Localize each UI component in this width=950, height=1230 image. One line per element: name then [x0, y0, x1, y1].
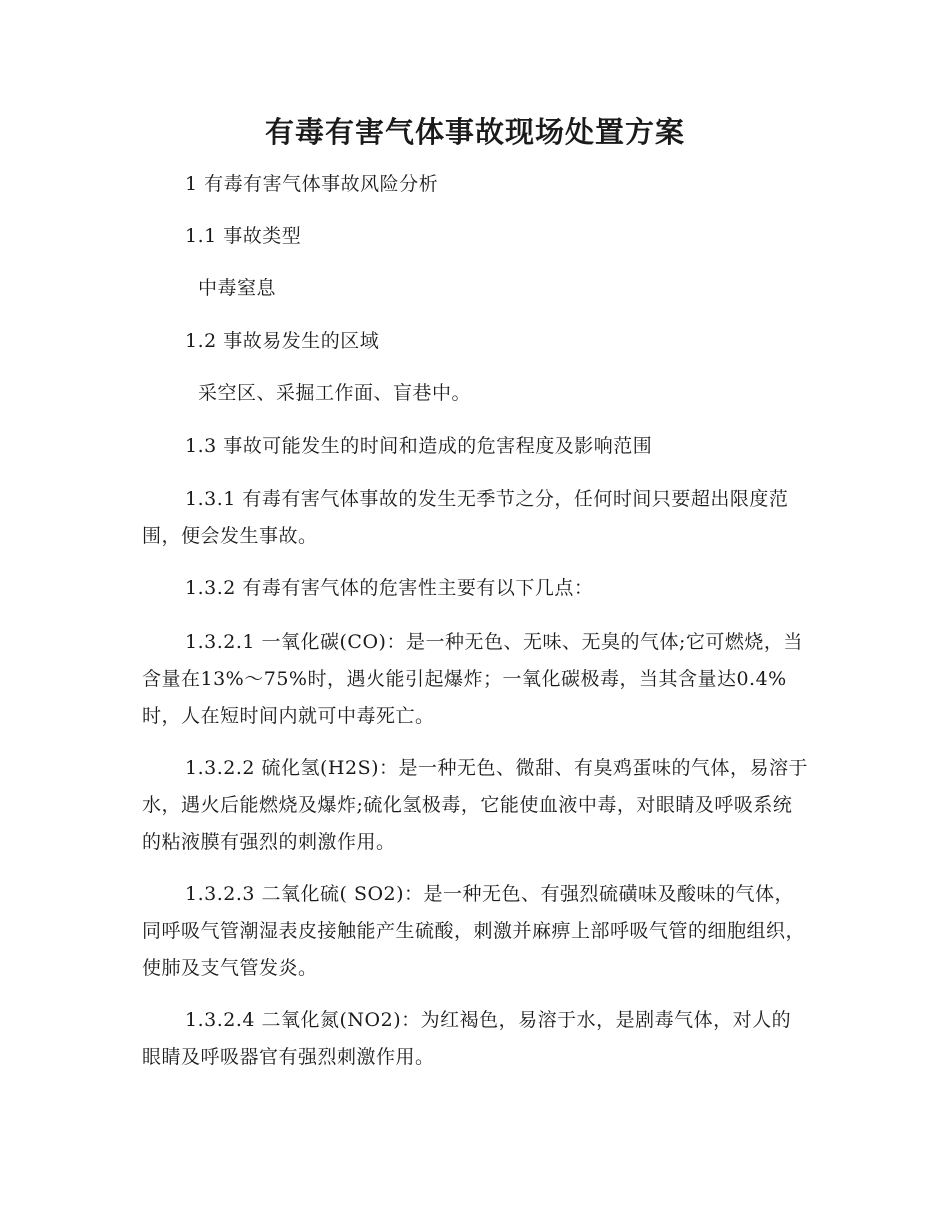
- section-heading-1-1: 1.1 事故类型: [185, 225, 302, 247]
- paragraph-accident-type: 中毒窒息: [198, 277, 277, 299]
- paragraph-1-3-2: 1.3.2 有毒有害气体的危害性主要有以下几点：: [185, 577, 594, 599]
- paragraph-1-3-2-1: 1.3.2.1 一氧化碳(CO)：是一种无色、无味、无臭的气体;它可燃烧，当含量在13%～75%时，遇火能引起爆炸；一氧化碳极毒，当其含量达0.4%时，人在短时间内就可中毒死亡。: [142, 631, 803, 727]
- paragraph-1-3-2-2: 1.3.2.2 硫化氢(H2S)：是一种无色、微甜、有臭鸡蛋味的气体，易溶于水，遇火后能燃烧及爆炸;硫化氢极毒，它能使血液中毒，对眼睛及呼吸系统的粘液膜有强烈的刺激作用。: [142, 757, 809, 853]
- section-heading-1: 1 有毒有害气体事故风险分析: [185, 173, 439, 195]
- paragraph-1-3-2-3: 1.3.2.3 二氧化硫( SO2)：是一种无色、有强烈硫磺味及酸味的气体，同呼吸气管潮湿表皮接触能产生硫酸，刺激并麻痹上部呼吸气管的细胞组织，使肺及支气管发炎。: [142, 883, 806, 979]
- section-heading-1-3: 1.3 事故可能发生的时间和造成的危害程度及影响范围: [185, 435, 653, 457]
- paragraph-1-3-2-4: 1.3.2.4 二氧化氮(NO2)：为红褐色，易溶于水，是剧毒气体，对人的眼睛及呼吸器官有强烈刺激作用。: [142, 1009, 792, 1068]
- section-heading-1-2: 1.2 事故易发生的区域: [185, 330, 380, 352]
- paragraph-1-3-1: 1.3.1 有毒有害气体事故的发生无季节之分，任何时间只要超出限度范围，便会发生事故。: [142, 488, 789, 547]
- paragraph-accident-areas: 采空区、采掘工作面、盲巷中。: [198, 382, 472, 404]
- document-title: 有毒有害气体事故现场处置方案: [264, 115, 685, 149]
